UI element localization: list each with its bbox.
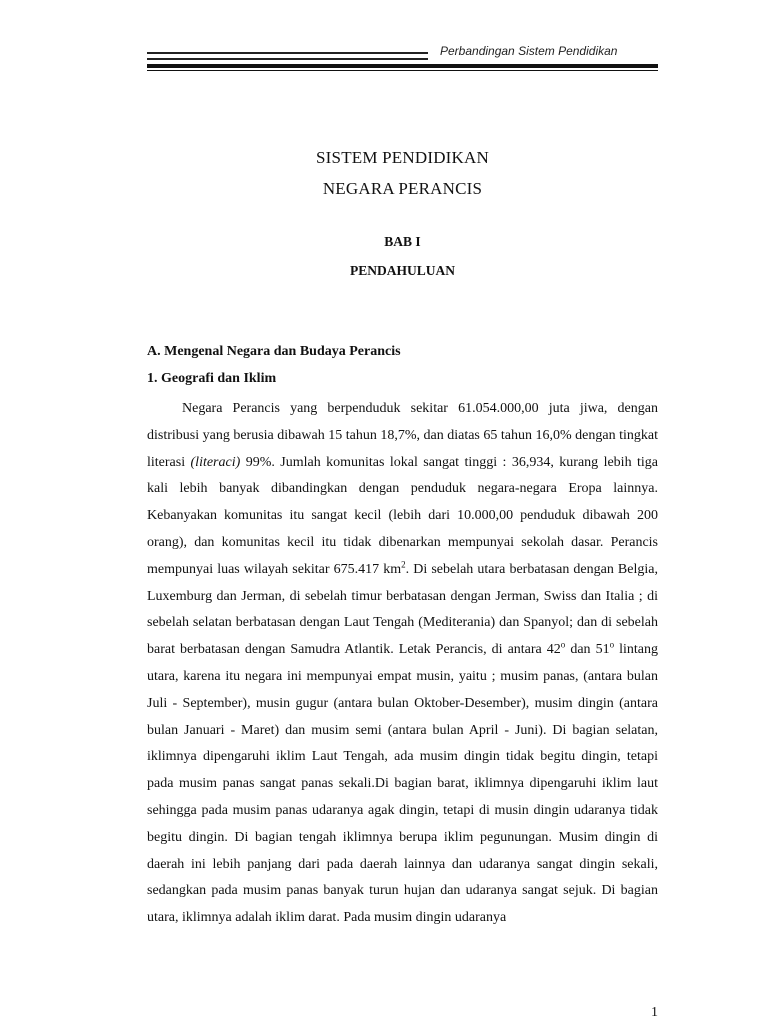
degree-superscript-1: o xyxy=(560,639,566,650)
paragraph-text-part-5: lintang utara, karena itu negara ini mempunyai empat musin, yaitu ; musim panas, (antara bulan Juli - September), musin gugur (antara bulan Oktober-Desember), musim dingin (antara bulan Januari - Maret) dan musim semi (antara bulan April - Juni). Di bagian selatan, iklimnya dipengaruhi iklim Laut Tengah, ada musim dingin tidak begitu dingin, tetapi pada musim panas sangat panas sekali.Di bagian barat, iklimnya dipengaruhi iklim laut sehingga pada musim panas udaranya agak dingin, tetapi di musin dingin udaranya tidak begitu dingin. Di bagian tengah iklimnya berupa iklim pegunungan. Musim dingin di daerah ini lebih panjang dari pada daerah lainnya dan udaranya sangat dingin sekali, sedangkan pada musim panas banyak turun hujan dan udaranya sangat sejuk. Di bagian utara, iklimnya adalah iklim darat. Pada musim dingin udaranya xyxy=(147,642,658,926)
squared-superscript: 2 xyxy=(401,559,406,570)
degree-superscript-2: o xyxy=(609,639,615,650)
chapter-number: BAB I xyxy=(384,234,421,249)
header-thick-rule xyxy=(147,64,658,68)
page-number: 1 xyxy=(651,1005,658,1020)
header-thin-rule xyxy=(147,70,658,71)
paragraph-text-part-2: 99%. Jumlah komunitas lokal sangat tinggi : 36,934, kurang lebih tiga kali lebih banyak dibandingkan dengan penduduk negara-negara Eropa lainnya. Kebanyakan komunitas itu sangat kecil (lebih dari 10.000,00 penduduk dibawah 200 orang), dan komunitas kecil itu tidak dibenarkan mempunyai sekolah dasar. Perancis mempunyai luas wilayah sekitar 675.417 km xyxy=(147,454,658,577)
literaci-term: (literaci) xyxy=(190,454,241,470)
document-title-line-1: SISTEM PENDIDIKAN xyxy=(316,148,489,167)
paragraph-text-part-1: Negara Perancis yang berpenduduk sekitar 61.054.000,00 juta jiwa, dengan distribusi yang berusia dibawah 15 tahun 18,7%, dan diatas 65 tahun 16,0% dengan tingkat literasi xyxy=(147,401,658,470)
subsection-heading-1: 1. Geografi dan Iklim xyxy=(147,371,277,386)
section-heading-a: A. Mengenal Negara dan Budaya Perancis xyxy=(147,344,401,359)
body-paragraph xyxy=(147,396,658,932)
paragraph-text-part-4: dan 51 xyxy=(565,642,610,658)
header-double-rule xyxy=(147,52,428,60)
chapter-title: PENDAHULUAN xyxy=(349,263,455,278)
paragraph-text-part-3: . Di sebelah utara berbatasan dengan Belgia, Luxemburg dan Jerman, di sebelah timur berbatasan dengan Jerman, Swiss dan Italia ; di sebelah selatan berbatasan dengan Laut Tengah (Mediterania) dan Spanyol; dan di sebelah barat berbatasan dengan Samudra Atlantik. Letak Perancis, di antara 42 xyxy=(147,561,658,658)
document-title-line-2: NEGARA PERANCIS xyxy=(322,179,483,198)
running-header: Perbandingan Sistem Pendidikan xyxy=(440,44,618,58)
